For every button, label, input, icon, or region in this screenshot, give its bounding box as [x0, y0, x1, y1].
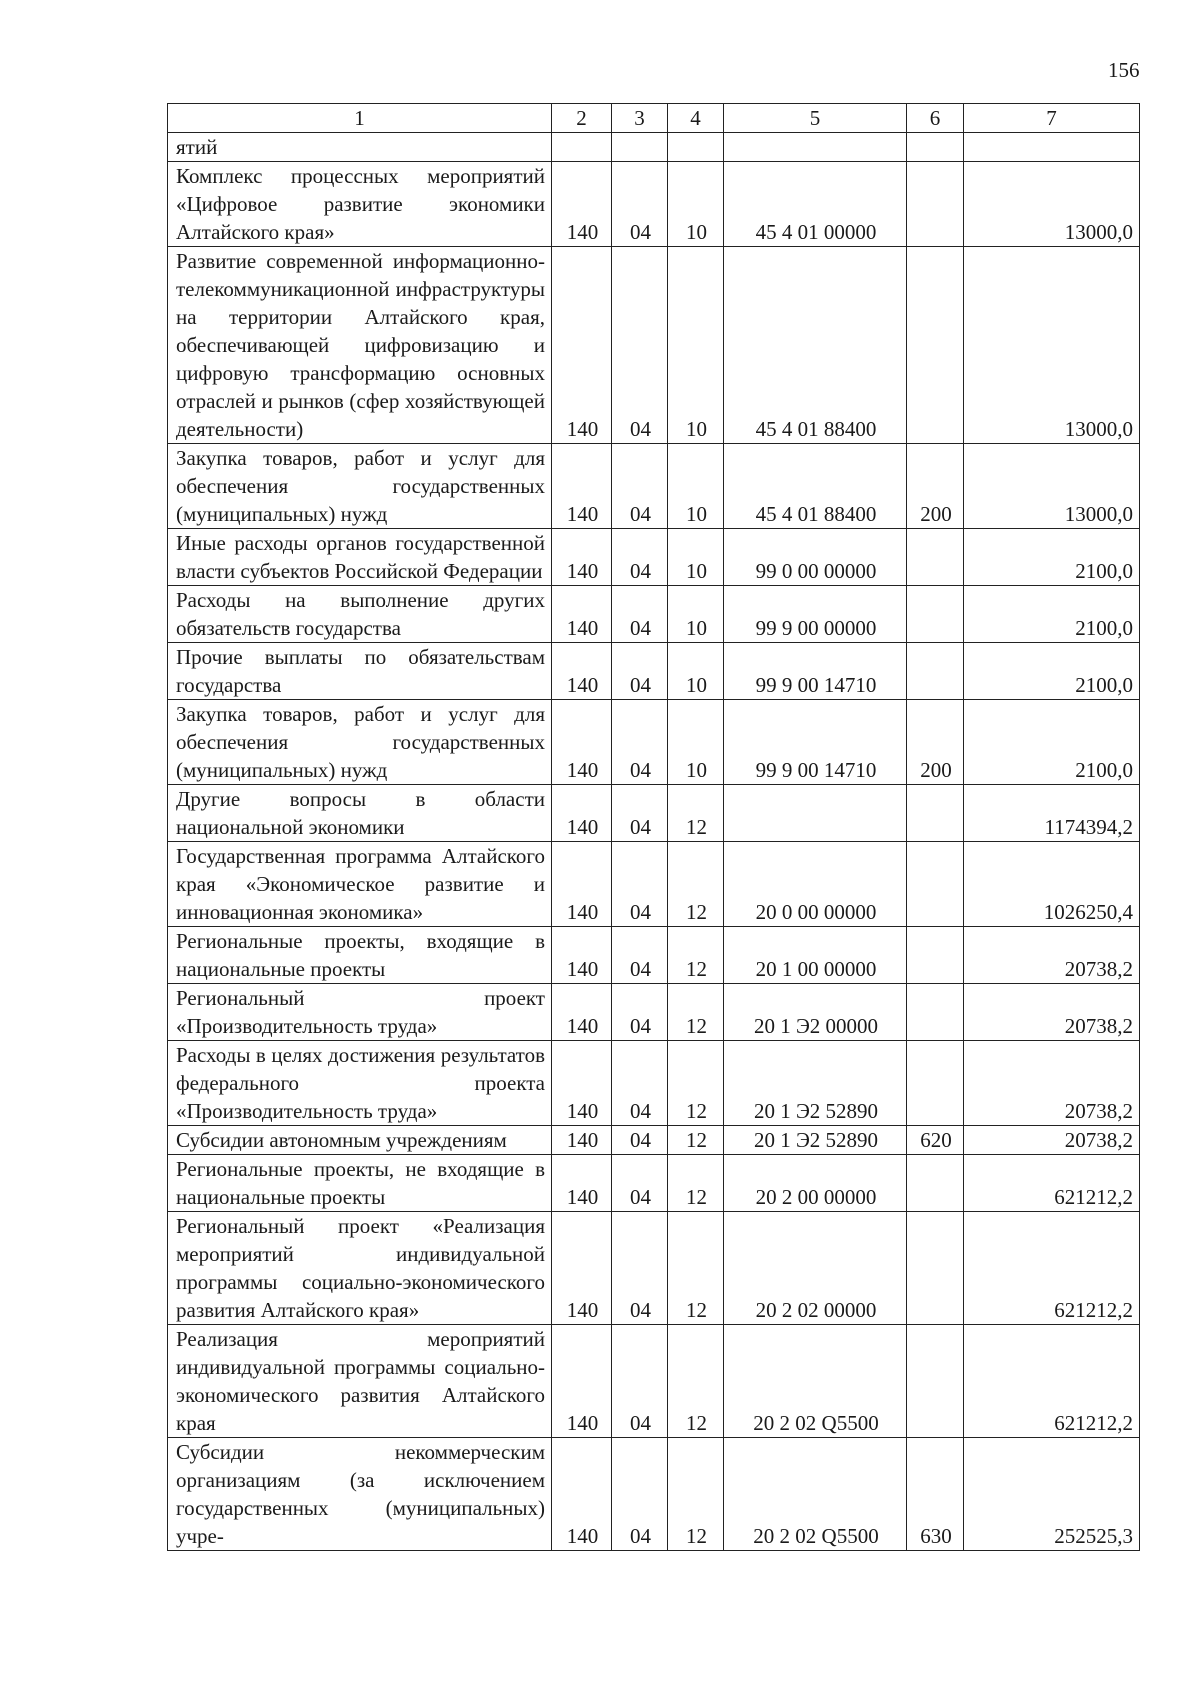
row-subsection: 10	[668, 247, 724, 444]
table-row	[168, 984, 1140, 1041]
row-name: Другие вопросы в области национальной экономики	[168, 785, 552, 842]
row-subsection: 10	[668, 162, 724, 247]
row-department	[552, 133, 612, 162]
row-department: 140	[552, 586, 612, 643]
row-subsection: 12	[668, 1212, 724, 1325]
row-department: 140	[552, 1438, 612, 1551]
row-section	[612, 133, 668, 162]
row-section: 04	[612, 984, 668, 1041]
table-row	[168, 529, 1140, 586]
row-subsection: 10	[668, 643, 724, 700]
row-expense-type	[907, 927, 964, 984]
row-department: 140	[552, 529, 612, 586]
row-expense-type	[907, 785, 964, 842]
row-target-item: 20 2 02 00000	[724, 1212, 907, 1325]
row-subsection: 12	[668, 785, 724, 842]
row-section: 04	[612, 1325, 668, 1438]
header-col-1: 1	[168, 104, 552, 133]
row-name: Региональные проекты, входящие в национальные проекты	[168, 927, 552, 984]
row-target-item: 20 1 Э2 52890	[724, 1126, 907, 1155]
row-subsection: 12	[668, 1438, 724, 1551]
row-section: 04	[612, 529, 668, 586]
row-name: Региональный проект «Производительность труда»	[168, 984, 552, 1041]
page-number: 156	[1108, 58, 1140, 82]
table-row	[168, 133, 1140, 162]
row-section: 04	[612, 1155, 668, 1212]
table-row	[168, 1155, 1140, 1212]
row-section: 04	[612, 842, 668, 927]
row-expense-type	[907, 1325, 964, 1438]
row-target-item	[724, 785, 907, 842]
table-row	[168, 700, 1140, 785]
row-section: 04	[612, 1438, 668, 1551]
header-col-5: 5	[724, 104, 907, 133]
table-row	[168, 1041, 1140, 1126]
row-target-item: 20 2 00 00000	[724, 1155, 907, 1212]
row-expense-type: 200	[907, 444, 964, 529]
row-name: Развитие современной информационно-телекоммуникационной инфраструктуры на территории Алтайского края, обеспечивающей цифровизацию и цифровую трансформацию основных отраслей и рынков (сфер хозяйствующей деятельности)	[168, 247, 552, 444]
row-expense-type	[907, 643, 964, 700]
header-col-2: 2	[552, 104, 612, 133]
row-subsection: 12	[668, 1155, 724, 1212]
table-row	[168, 927, 1140, 984]
row-expense-type: 200	[907, 700, 964, 785]
row-department: 140	[552, 700, 612, 785]
row-target-item: 99 9 00 14710	[724, 700, 907, 785]
row-target-item: 99 0 00 00000	[724, 529, 907, 586]
row-name: Расходы в целях достижения результатов федерального проекта «Производительность труда»	[168, 1041, 552, 1126]
row-amount: 13000,0	[964, 247, 1140, 444]
row-section: 04	[612, 162, 668, 247]
header-col-3: 3	[612, 104, 668, 133]
row-target-item: 20 2 02 Q5500	[724, 1325, 907, 1438]
row-department: 140	[552, 1212, 612, 1325]
row-expense-type	[907, 133, 964, 162]
table-row	[168, 247, 1140, 444]
row-subsection: 10	[668, 700, 724, 785]
row-amount: 2100,0	[964, 586, 1140, 643]
row-name: Комплекс процессных мероприятий «Цифровое развитие экономики Алтайского края»	[168, 162, 552, 247]
row-expense-type	[907, 529, 964, 586]
row-expense-type	[907, 1155, 964, 1212]
row-expense-type: 620	[907, 1126, 964, 1155]
row-amount: 20738,2	[964, 1041, 1140, 1126]
row-department: 140	[552, 1325, 612, 1438]
row-amount: 13000,0	[964, 444, 1140, 529]
table-row	[168, 586, 1140, 643]
row-amount: 2100,0	[964, 700, 1140, 785]
row-name: Прочие выплаты по обязательствам государства	[168, 643, 552, 700]
row-amount: 2100,0	[964, 643, 1140, 700]
row-section: 04	[612, 247, 668, 444]
row-target-item: 45 4 01 00000	[724, 162, 907, 247]
row-department: 140	[552, 927, 612, 984]
row-amount: 621212,2	[964, 1325, 1140, 1438]
header-row	[168, 104, 1140, 133]
table-row	[168, 444, 1140, 529]
row-subsection	[668, 133, 724, 162]
row-expense-type	[907, 162, 964, 247]
row-name: Реализация мероприятий индивидуальной программы социально-экономического развития Алтайского края	[168, 1325, 552, 1438]
row-subsection: 12	[668, 927, 724, 984]
row-target-item: 99 9 00 14710	[724, 643, 907, 700]
row-target-item: 20 0 00 00000	[724, 842, 907, 927]
table-row	[168, 842, 1140, 927]
budget-table	[167, 103, 1140, 1551]
row-subsection: 12	[668, 1126, 724, 1155]
row-amount: 621212,2	[964, 1155, 1140, 1212]
row-target-item: 20 1 Э2 52890	[724, 1041, 907, 1126]
row-department: 140	[552, 444, 612, 529]
row-expense-type	[907, 586, 964, 643]
row-target-item	[724, 133, 907, 162]
table-row	[168, 1212, 1140, 1325]
table-row	[168, 1325, 1140, 1438]
row-target-item: 20 1 00 00000	[724, 927, 907, 984]
row-section: 04	[612, 643, 668, 700]
row-section: 04	[612, 1041, 668, 1126]
row-amount: 20738,2	[964, 927, 1140, 984]
row-name: Региональный проект «Реализация мероприятий индивидуальной программы социально-экономического развития Алтайского края»	[168, 1212, 552, 1325]
table-row	[168, 162, 1140, 247]
row-expense-type	[907, 247, 964, 444]
row-expense-type	[907, 1212, 964, 1325]
row-department: 140	[552, 643, 612, 700]
row-amount: 20738,2	[964, 984, 1140, 1041]
row-name: Закупка товаров, работ и услуг для обеспечения государственных (муниципальных) нужд	[168, 700, 552, 785]
row-subsection: 10	[668, 529, 724, 586]
row-department: 140	[552, 1126, 612, 1155]
row-subsection: 12	[668, 842, 724, 927]
row-name: ятий	[168, 133, 552, 162]
row-amount: 1174394,2	[964, 785, 1140, 842]
row-name: Субсидии автономным учреждениям	[168, 1126, 552, 1155]
row-amount	[964, 133, 1140, 162]
row-amount: 13000,0	[964, 162, 1140, 247]
row-name: Расходы на выполнение других обязательств государства	[168, 586, 552, 643]
row-subsection: 12	[668, 984, 724, 1041]
table-row	[168, 1126, 1140, 1155]
table-row	[168, 643, 1140, 700]
row-department: 140	[552, 1155, 612, 1212]
row-amount: 20738,2	[964, 1126, 1140, 1155]
row-target-item: 45 4 01 88400	[724, 247, 907, 444]
row-subsection: 10	[668, 444, 724, 529]
row-section: 04	[612, 586, 668, 643]
row-name: Государственная программа Алтайского края «Экономическое развитие и инновационная экономика»	[168, 842, 552, 927]
row-target-item: 45 4 01 88400	[724, 444, 907, 529]
row-target-item: 20 2 02 Q5500	[724, 1438, 907, 1551]
row-expense-type	[907, 1041, 964, 1126]
row-section: 04	[612, 1126, 668, 1155]
header-col-7: 7	[964, 104, 1140, 133]
row-department: 140	[552, 1041, 612, 1126]
row-name: Региональные проекты, не входящие в национальные проекты	[168, 1155, 552, 1212]
row-department: 140	[552, 842, 612, 927]
row-target-item: 99 9 00 00000	[724, 586, 907, 643]
row-name: Закупка товаров, работ и услуг для обеспечения государственных (муниципальных) нужд	[168, 444, 552, 529]
row-department: 140	[552, 162, 612, 247]
row-amount: 2100,0	[964, 529, 1140, 586]
row-section: 04	[612, 1212, 668, 1325]
table-row	[168, 785, 1140, 842]
row-section: 04	[612, 927, 668, 984]
row-amount: 252525,3	[964, 1438, 1140, 1551]
row-expense-type	[907, 984, 964, 1041]
header-col-4: 4	[668, 104, 724, 133]
row-subsection: 12	[668, 1041, 724, 1126]
row-department: 140	[552, 247, 612, 444]
row-subsection: 10	[668, 586, 724, 643]
row-department: 140	[552, 785, 612, 842]
row-name: Иные расходы органов государственной власти субъектов Российской Федерации	[168, 529, 552, 586]
table-row	[168, 1438, 1140, 1551]
row-section: 04	[612, 785, 668, 842]
row-expense-type	[907, 842, 964, 927]
row-department: 140	[552, 984, 612, 1041]
row-subsection: 12	[668, 1325, 724, 1438]
row-section: 04	[612, 700, 668, 785]
row-expense-type: 630	[907, 1438, 964, 1551]
row-target-item: 20 1 Э2 00000	[724, 984, 907, 1041]
row-amount: 621212,2	[964, 1212, 1140, 1325]
header-col-6: 6	[907, 104, 964, 133]
row-amount: 1026250,4	[964, 842, 1140, 927]
row-section: 04	[612, 444, 668, 529]
row-name: Субсидии некоммерческим организациям (за исключением государственных (муниципальных) учре-	[168, 1438, 552, 1551]
